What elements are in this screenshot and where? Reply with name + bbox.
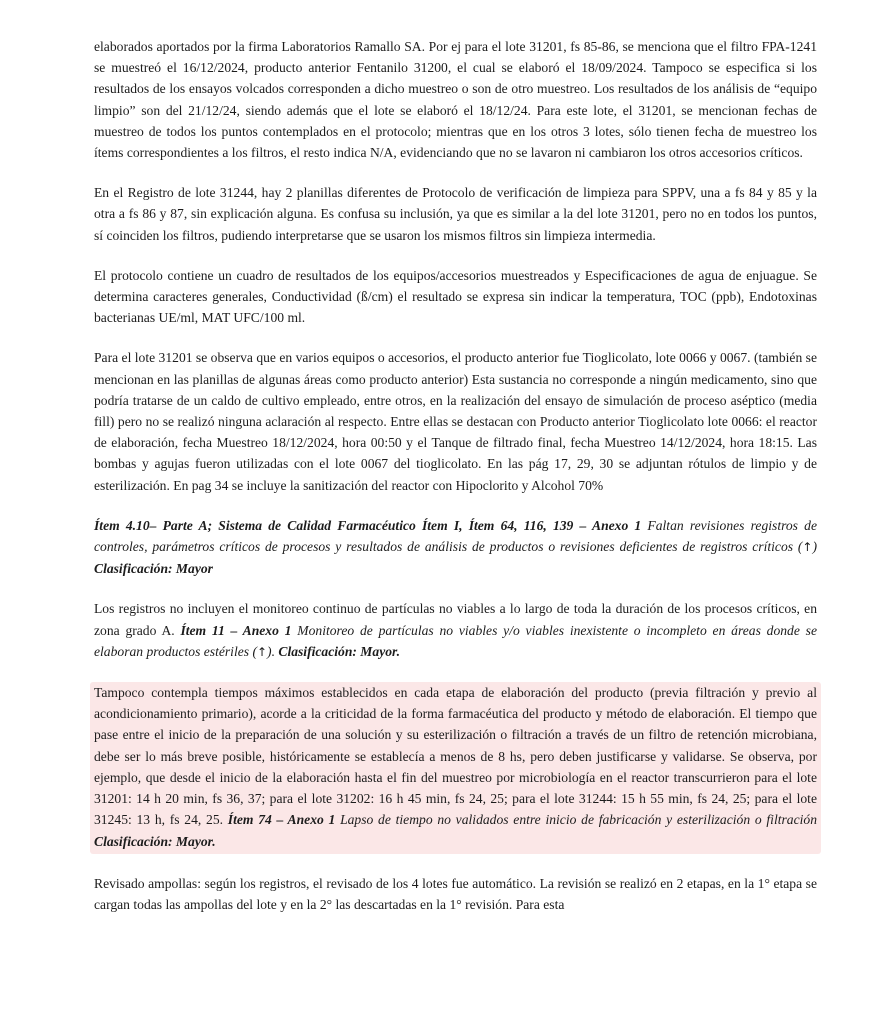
- item-11-text-end: ).: [267, 643, 279, 659]
- highlighted-block: [90, 682, 821, 854]
- item-4-10-heading: Ítem 4.10– Parte A; Sistema de Calidad Farmacéutico Ítem I, Ítem 64, 116, 139 – Anexo 1: [94, 517, 642, 533]
- max-times-text: Tampoco contempla tiempos máximos establecidos en cada etapa de elaboración del producto (previa filtración y previo al acondicionamiento primario), acorde a la criticidad de la forma farmacéutica del producto y método de elaboración. El tiempo que pase entre el inicio de la preparación de una solución y su esterilización o filtración a través de un filtro de retención microbiana, debe ser lo más breve posible, históricamente se establecía a menos de 8 hs, pero deben justificarse y validarse. Se observa, por ejemplo, que desde el inicio de la elaboración hasta el fin del muestreo por microbiología en el reactor transcurrieron para el lote 31201: 14 h 20 min, fs 36, 37; para el lote 31202: 16 h 45 min, fs 24, 25; para el lote 31244: 15 h 55 min, fs 24, 25; para el lote 31245: 13 h, fs 24, 25.: [94, 685, 817, 828]
- arrow-up-icon: ↑: [256, 644, 268, 659]
- paragraph-protocol-results: El protocolo contiene un cuadro de resultados de los equipos/accesorios muestreados y Especificaciones de agua de enjuague. Se determina caracteres generales, Conductividad (ß/cm) el resultado se expresa sin indicar la temperatura, TOC (ppb), Endotoxinas bacterianas UE/ml, MAT UFC/100 ml.: [94, 267, 817, 326]
- paragraph-item-4-10: [94, 515, 817, 580]
- paragraph-ampoule-review: Revisado ampollas: según los registros, el revisado de los 4 lotes fue automático. La revisión se realizó en 2 etapas, en la 1° etapa se cargan todas las ampollas del lote y en la 2° las descartadas en la 1° revisión. Para esta: [94, 875, 817, 912]
- item-11-ref: Ítem 11 – Anexo 1: [180, 622, 292, 638]
- arrow-up-icon: ↑: [802, 540, 813, 555]
- item-74-text: Lapso de tiempo no validados entre inicio de fabricación y esterilización o filtración: [335, 812, 817, 828]
- item-74-classification: Clasificación: Mayor.: [94, 833, 216, 849]
- item-11-text: Monitoreo de partículas no viables y/o viables inexistente o incompleto en áreas donde se elaboran productos estériles (: [94, 622, 817, 659]
- item-11-classification: Clasificación: Mayor.: [278, 643, 400, 659]
- paragraph-lot-31244: En el Registro de lote 31244, hay 2 planillas diferentes de Protocolo de verificación de limpieza para SPPV, una a fs 84 y 85 y la otra a fs 86 y 87, sin explicación alguna. Es confusa su inclusión, ya que es similar a la del lote 31201, pero no en todos los puntos, sí coinciden los filtros, pudiendo interpretarse que se usaron los mismos filtros sin limpieza intermedia.: [94, 185, 817, 243]
- item-74-ref: Ítem 74 – Anexo 1: [227, 812, 336, 828]
- paragraph-lot-31201-tioglicolato: Para el lote 31201 se observa que en varios equipos o accesorios, el producto anterior fue Tioglicolato, lote 0066 y 0067. (también se mencionan en las planillas de algunas áreas como producto anterior) Esta sustancia no corresponde a ningún medicamento, sino que podría tratarse de un caldo de cultivo empleado, entre otros, en la realización del ensayo de simulación de proceso aséptico (media fill) pero no se realizó ninguna aclaración al respecto. Entre ellas se destacan con Producto anterior Tioglicolato lote 0066: el reactor de elaboración, fecha Muestreo 18/12/2024, hora 00:50 y el Tanque de filtrado final, fecha Muestreo 14/12/2024, hora 18:15. Las bombas y agujas fueron utilizadas con el lote 0067 del tioglicolato. En las pág 17, 29, 30 se adjuntan rótulos de limpio y de esterilización. En pag 34 se incluye la sanitización del reactor con Hipoclorito y Alcohol 70%: [94, 350, 817, 493]
- item-4-10-classification: Clasificación: Mayor: [94, 561, 213, 577]
- item-4-10-text-end: ): [812, 539, 817, 555]
- paragraph-filter-sampling: elaborados aportados por la firma Laboratorios Ramallo SA. Por ej para el lote 31201, fs 85-86, se menciona que el filtro FPA-1241 se muestreó el 16/12/2024, producto anterior Fentanilo 31200, el cual se elaboró el 18/09/2024. Tampoco se especifica si los resultados de los ensayos volcados corresponden a dicho muestreo o son de otro muestreo. Los resultados de los análisis de “equipo limpio” son del 21/12/24, siendo además que el lote se elaboró el 18/12/24. Para este lote, el 31201, se mencionan fechas de muestreo de todos los puntos contemplados en el protocolo; mientras que en los otros 3 lotes, sólo tienen fecha de muestreo los ítems correspondientes a los filtros, el resto indica N/A, evidenciando que no se lavaron ni cambiaron los otros accesorios críticos.: [94, 39, 817, 161]
- item-4-10-text: Faltan revisiones registros de controles, parámetros críticos de procesos y resultados de análisis de productos o revisiones deficientes de registros críticos (: [94, 517, 817, 555]
- paragraph-particle-monitoring: [94, 598, 817, 663]
- paragraph-max-times: [94, 682, 817, 852]
- particle-monitoring-text: Los registros no incluyen el monitoreo continuo de partículas no viables a lo largo de toda la duración de los procesos críticos, en zona grado A.: [94, 601, 817, 638]
